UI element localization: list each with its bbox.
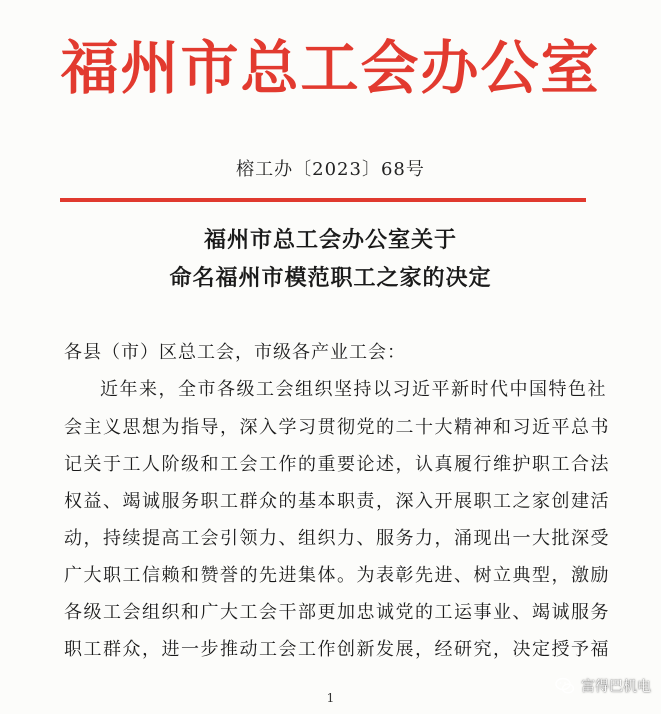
body-line: 广大职工信赖和赞誉的先进集体。为表彰先进、树立典型，激励 [64, 565, 610, 586]
body-line: 职工群众，进一步推动工会工作创新发展，经研究，决定授予福 [64, 639, 610, 660]
body-line: 各级工会组织和广大工会干部更加忠诚党的工运事业、竭诚服务 [64, 602, 610, 623]
wechat-icon [555, 677, 575, 695]
red-divider-line [60, 198, 586, 202]
document-number: 榕工办〔2023〕68号 [236, 159, 425, 180]
issuing-organization-title: 福州市总工会办公室 [60, 34, 601, 102]
salutation: 各县（市）区总工会，市级各产业工会： [64, 342, 406, 363]
document-title-line-2: 命名福州市模范职工之家的决定 [169, 265, 492, 291]
watermark-text: 富得巴机电 [581, 679, 651, 695]
watermark [555, 676, 651, 696]
body-line: 权益、竭诚服务职工群众的基本职责，深入开展职工之家创建活 [64, 491, 610, 512]
body-line: 动，持续提高工会引领力、组织力、服务力，涌现出一大批深受 [64, 528, 610, 549]
body-line: 会主义思想为指导，深入学习贯彻党的二十大精神和习近平总书 [64, 417, 610, 438]
body-line: 近年来，全市各级工会组织坚持以习近平新时代中国特色社 [100, 379, 607, 400]
page-number: 1 [326, 691, 335, 705]
document-title-line-1: 福州市总工会办公室关于 [203, 227, 457, 253]
body-line: 记关于工人阶级和工会工作的重要论述，认真履行维护职工合法 [64, 454, 610, 475]
